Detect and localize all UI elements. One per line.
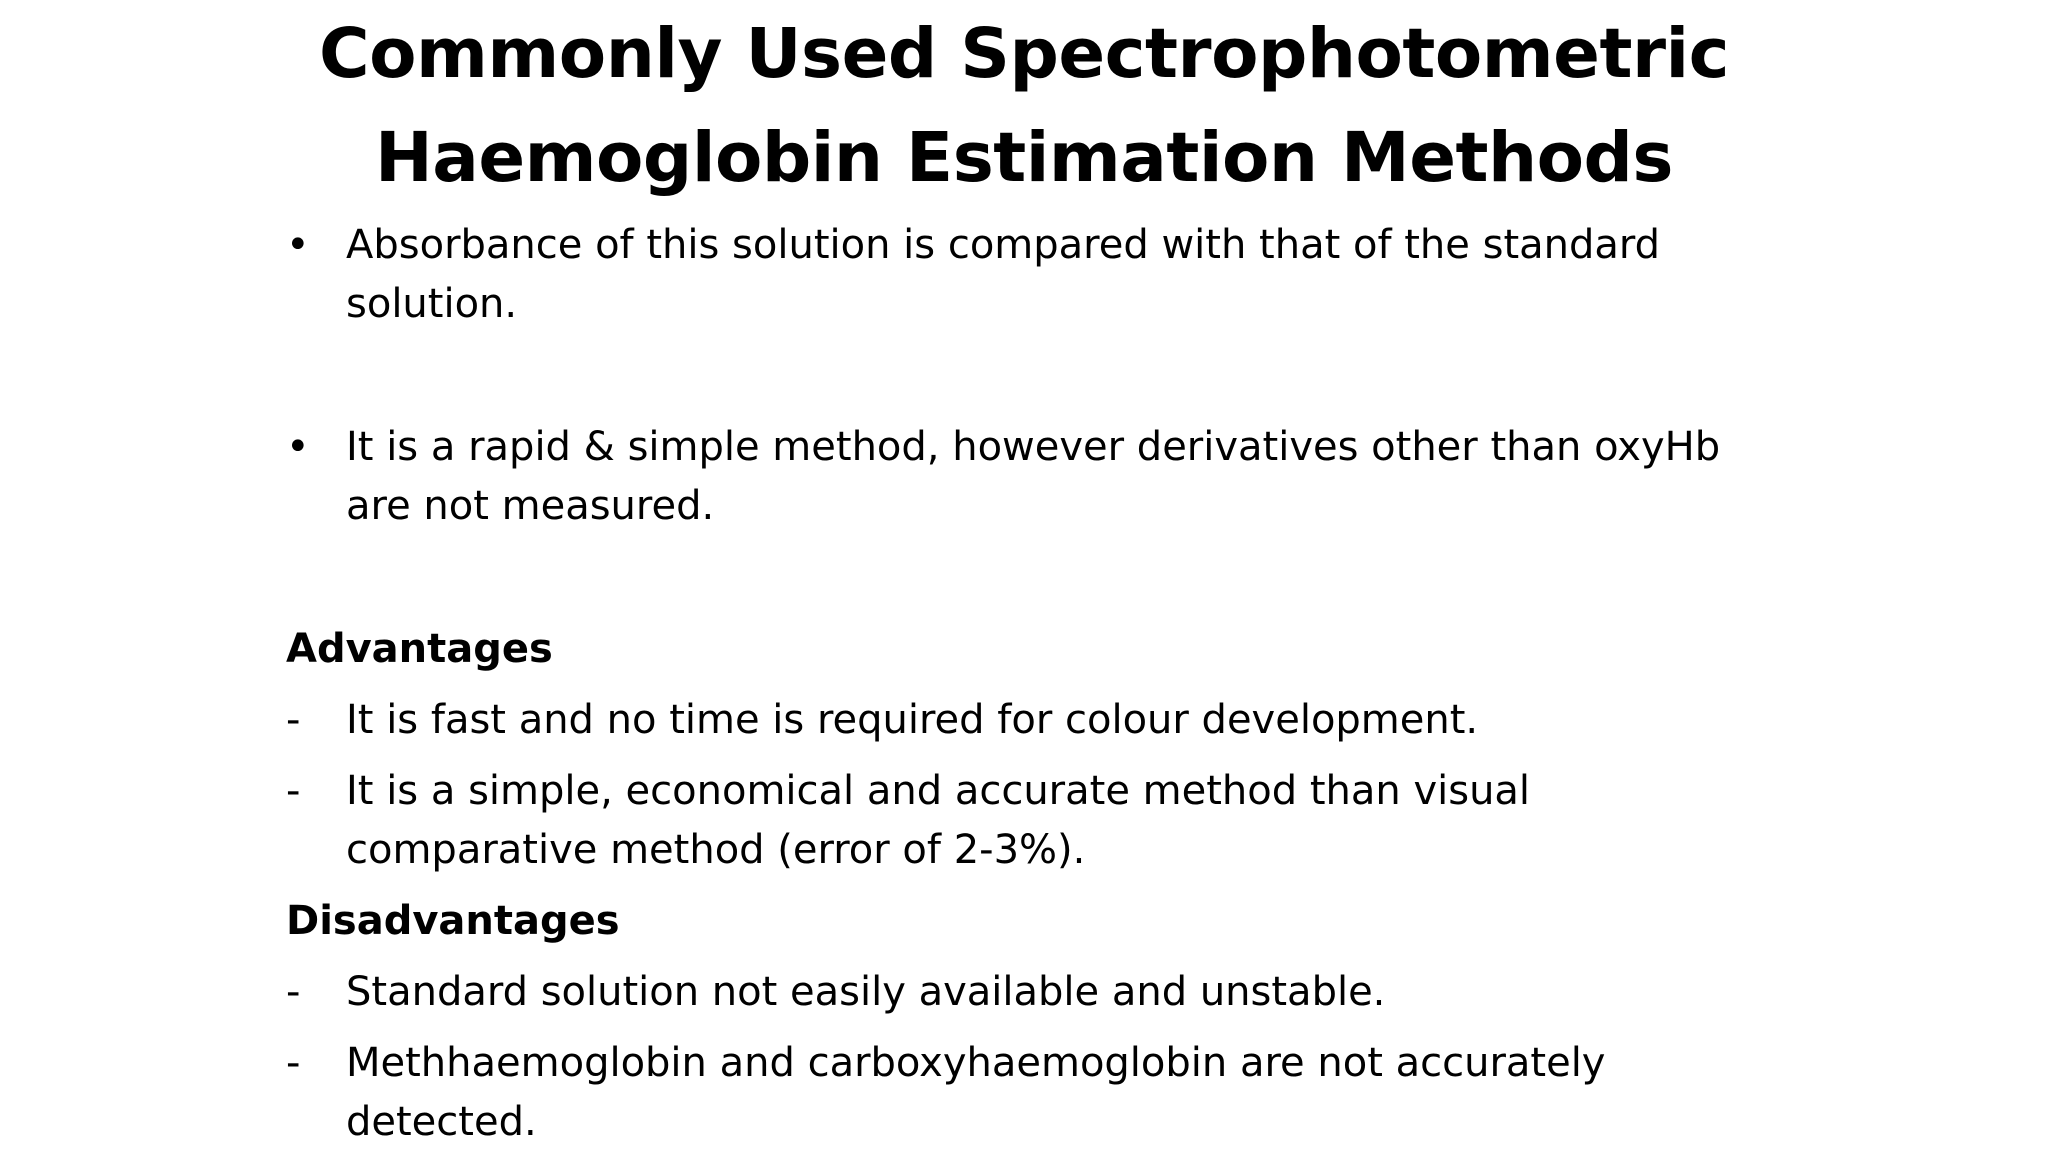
bullet-item (286, 418, 1746, 536)
disadvantages-heading: Disadvantages (286, 898, 620, 944)
bullet-text: Absorbance of this solution is compared with that of the standard solution. (346, 222, 1661, 327)
advantage-item (286, 691, 1746, 750)
dash-marker: - (286, 1040, 301, 1086)
advantages-heading: Advantages (286, 626, 553, 672)
dash-marker: - (286, 969, 301, 1015)
advantage-text: It is a simple, economical and accurate method than visual comparative method (error of 2-3%). (346, 768, 1531, 873)
disadvantage-item (286, 963, 1746, 1022)
title-line-2: Haemoglobin Estimation Methods (375, 118, 1673, 198)
advantage-item (286, 762, 1746, 880)
advantage-text: It is fast and no time is required for colour development. (346, 697, 1479, 743)
title-line-1: Commonly Used Spectrophotometric (318, 14, 1730, 94)
bullet-marker: • (286, 222, 310, 268)
disadvantage-text: Methhaemoglobin and carboxyhaemoglobin are not accurately detected. (346, 1040, 1606, 1145)
dash-marker: - (286, 768, 301, 814)
bullet-marker: • (286, 424, 310, 470)
bullet-item (286, 216, 1746, 334)
disadvantage-item (286, 1034, 1746, 1152)
dash-marker: - (286, 697, 301, 743)
slide-title (0, 2, 2048, 210)
disadvantage-text: Standard solution not easily available and unstable. (346, 969, 1386, 1015)
bullet-text: It is a rapid & simple method, however derivatives other than oxyHb are not measured. (346, 424, 1721, 529)
slide-body (286, 216, 1746, 1152)
